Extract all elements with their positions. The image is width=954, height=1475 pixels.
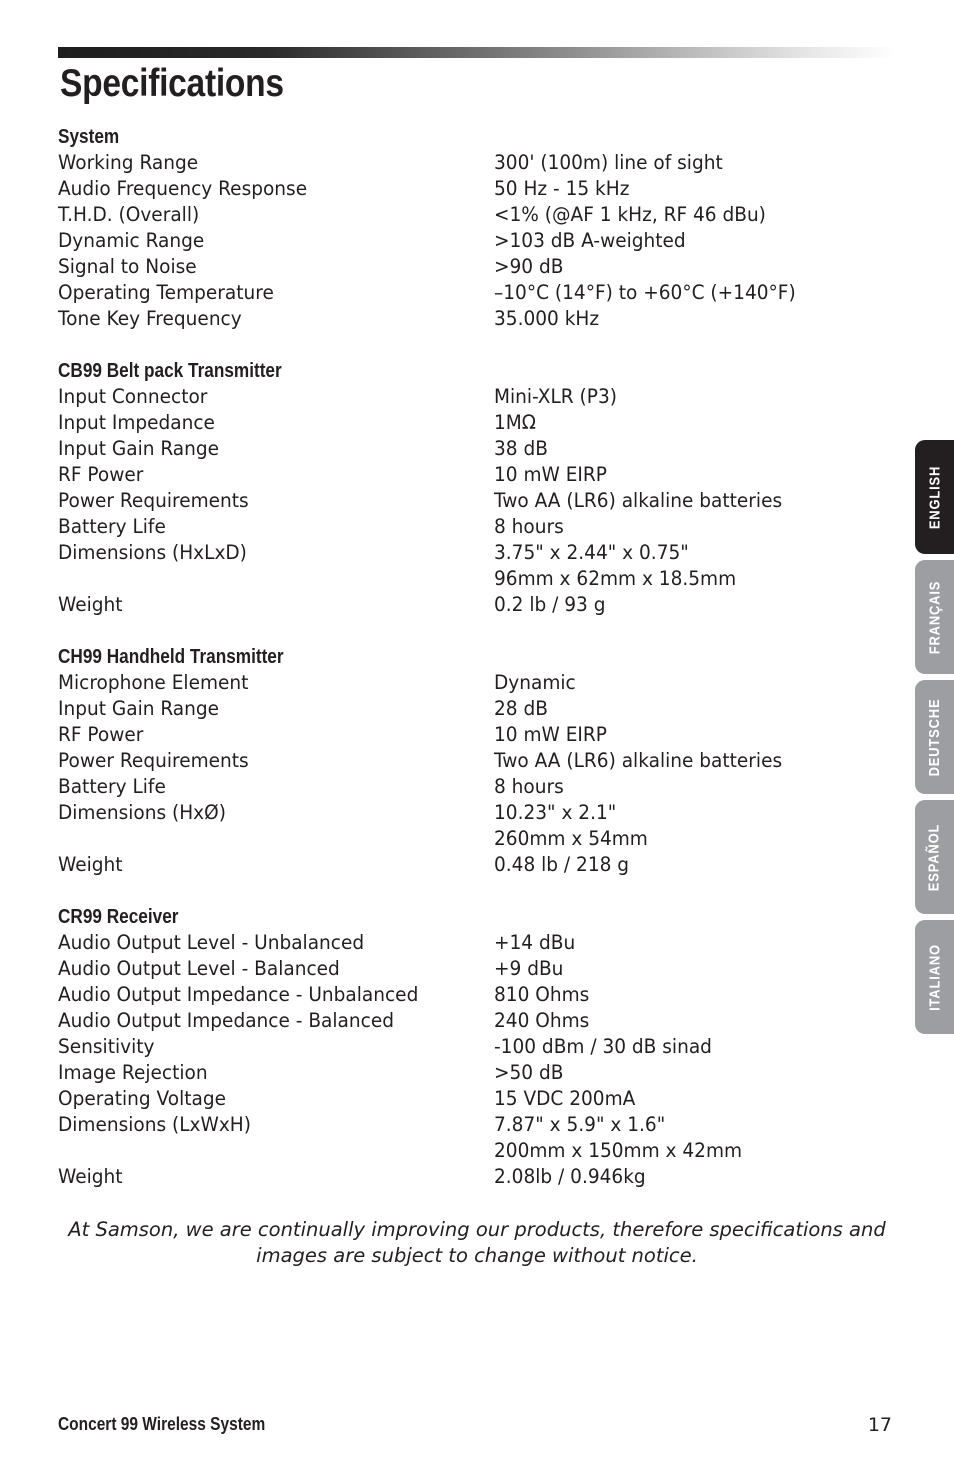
spec-value (494, 826, 858, 852)
spec-value-text: 240 Ohms (494, 1009, 590, 1032)
spec-label: Image Rejection (58, 1061, 208, 1084)
spec-value (494, 566, 858, 592)
spec-label: Audio Frequency Response (58, 177, 308, 200)
spec-value-text: +9 dBu (494, 957, 564, 980)
spec-row (58, 566, 858, 592)
spec-value-text: <1% (@AF 1 kHz, RF 46 dBu) (494, 203, 766, 226)
spec-label: Power Requirements (58, 489, 249, 512)
spec-label: Dimensions (HxØ) (58, 801, 226, 824)
spec-row (58, 1086, 858, 1112)
spec-label: Input Gain Range (58, 437, 220, 460)
spec-row (58, 696, 858, 722)
spec-value-text: 15 VDC 200mA (494, 1087, 636, 1110)
spec-row (58, 228, 858, 254)
spec-value-text: 50 Hz - 15 kHz (494, 177, 630, 200)
spec-value (494, 774, 858, 800)
spec-label: Input Gain Range (58, 697, 220, 720)
spec-label: Dimensions (LxWxH) (58, 1113, 251, 1136)
lang-tab-label: FRANÇAIS (926, 580, 943, 654)
lang-tab-english[interactable] (915, 440, 954, 554)
spec-value (494, 1060, 858, 1086)
spec-value-text: 300' (100m) line of sight (494, 151, 723, 174)
spec-row (58, 150, 858, 176)
spec-value-text: 3.75" x 2.44" x 0.75" (494, 541, 689, 564)
spec-value-text: 10 mW EIRP (494, 463, 607, 486)
spec-value (494, 384, 858, 410)
spec-value (494, 176, 858, 202)
spec-label: Battery Life (58, 775, 166, 798)
spec-label: Audio Output Impedance - Balanced (58, 1009, 394, 1032)
spec-value (494, 150, 858, 176)
spec-row (58, 722, 858, 748)
spec-label: Input Connector (58, 385, 208, 408)
spec-value-text: 8 hours (494, 515, 564, 538)
lang-tab-label: ENGLISH (926, 465, 943, 529)
spec-value (494, 748, 858, 774)
spec-label: Dimensions (HxLxD) (58, 541, 247, 564)
spec-value (494, 1034, 858, 1060)
spec-value (494, 1086, 858, 1112)
spec-row (58, 1164, 858, 1190)
lang-tab-label: ESPAÑOL (926, 823, 943, 891)
spec-value-text: 8 hours (494, 775, 564, 798)
spec-row (58, 670, 858, 696)
spec-value (494, 800, 858, 826)
spec-row (58, 306, 858, 332)
spec-value (494, 462, 858, 488)
spec-value (494, 696, 858, 722)
spec-row (58, 774, 858, 800)
spec-row (58, 1060, 858, 1086)
spec-row (58, 982, 858, 1008)
page-number: 17 (867, 1414, 892, 1436)
section-heading: System (58, 126, 120, 148)
section-spacer (58, 618, 858, 644)
spec-value (494, 930, 858, 956)
spec-row (58, 202, 858, 228)
spec-value (494, 410, 858, 436)
spec-value (494, 592, 858, 618)
spec-value-text: Dynamic (494, 671, 576, 694)
spec-label: T.H.D. (Overall) (58, 203, 200, 226)
spec-label (58, 566, 472, 592)
spec-value-text: +14 dBu (494, 931, 576, 954)
spec-row (58, 852, 858, 878)
spec-label: Input Impedance (58, 411, 215, 434)
spec-row (58, 930, 858, 956)
spec-label (58, 1138, 472, 1164)
section-heading: CR99 Receiver (58, 906, 179, 928)
spec-label: Weight (58, 853, 123, 876)
spec-value-text: 10 mW EIRP (494, 723, 607, 746)
lang-tab-label: DEUTSCHE (926, 698, 944, 776)
spec-label: Weight (58, 1165, 123, 1188)
spec-row (58, 462, 858, 488)
spec-value-text: 2.08lb / 0.946kg (494, 1165, 646, 1188)
spec-value-text: >50 dB (494, 1061, 564, 1084)
spec-value (494, 306, 858, 332)
page-title: Specifications (60, 62, 284, 105)
spec-label: Audio Output Impedance - Unbalanced (58, 983, 419, 1006)
spec-value-text: –10°C (14°F) to +60°C (+140°F) (494, 281, 796, 304)
section-spacer (58, 332, 858, 358)
spec-value-text: >90 dB (494, 255, 564, 278)
spec-row (58, 514, 858, 540)
spec-value (494, 1112, 858, 1138)
spec-value (494, 1008, 858, 1034)
spec-row (58, 1008, 858, 1034)
spec-value-text: >103 dB A-weighted (494, 229, 686, 252)
spec-row (58, 176, 858, 202)
spec-value (494, 982, 858, 1008)
spec-row (58, 488, 858, 514)
spec-value-text: 1MΩ (494, 411, 536, 434)
section-heading: CB99 Belt pack Transmitter (58, 360, 282, 382)
spec-value (494, 514, 858, 540)
spec-row (58, 384, 858, 410)
spec-row (58, 748, 858, 774)
specifications-list (58, 124, 858, 1190)
spec-value-text: 810 Ohms (494, 983, 590, 1006)
spec-value (494, 540, 858, 566)
spec-row (58, 436, 858, 462)
spec-row (58, 956, 858, 982)
footer-product-name: Concert 99 Wireless System (58, 1414, 266, 1434)
spec-label: Power Requirements (58, 749, 249, 772)
spec-value-text: 0.48 lb / 218 g (494, 853, 630, 876)
lang-tab-francais[interactable] (915, 560, 954, 674)
disclaimer-note: At Samson, we are continually improving our products, therefore specifications and images are subject to change without notice. (68, 1218, 886, 1267)
spec-value (494, 1164, 858, 1190)
spec-row (58, 280, 858, 306)
spec-value-text: Two AA (LR6) alkaline batteries (494, 749, 783, 772)
spec-label: Signal to Noise (58, 255, 197, 278)
spec-value (494, 228, 858, 254)
spec-label: Operating Voltage (58, 1087, 227, 1110)
spec-value-text: 28 dB (494, 697, 548, 720)
lang-tab-espanol[interactable] (915, 800, 954, 914)
section-heading: CH99 Handheld Transmitter (58, 646, 284, 668)
spec-value-text: 38 dB (494, 437, 548, 460)
section-spacer (58, 878, 858, 904)
spec-label: RF Power (58, 463, 144, 486)
lang-tab-deutsche[interactable] (915, 680, 954, 794)
spec-label: Operating Temperature (58, 281, 274, 304)
spec-value (494, 436, 858, 462)
spec-value (494, 956, 858, 982)
spec-value-text: 10.23" x 2.1" (494, 801, 617, 824)
spec-label: Audio Output Level - Unbalanced (58, 931, 365, 954)
spec-label: Tone Key Frequency (58, 307, 242, 330)
title-rule (58, 47, 896, 58)
spec-label: Battery Life (58, 515, 166, 538)
spec-value (494, 670, 858, 696)
spec-value-text: Two AA (LR6) alkaline batteries (494, 489, 783, 512)
spec-label: RF Power (58, 723, 144, 746)
spec-value-text: 0.2 lb / 93 g (494, 593, 606, 616)
spec-label: Microphone Element (58, 671, 249, 694)
spec-label: Dynamic Range (58, 229, 205, 252)
spec-value-text: 35.000 kHz (494, 307, 600, 330)
spec-row (58, 254, 858, 280)
lang-tab-italiano[interactable] (915, 920, 954, 1034)
spec-value-text: -100 dBm / 30 dB sinad (494, 1035, 712, 1058)
spec-row (58, 1112, 858, 1138)
spec-row (58, 1034, 858, 1060)
lang-tab-label: ITALIANO (926, 943, 943, 1011)
spec-value-text: Mini-XLR (P3) (494, 385, 617, 408)
spec-label: Weight (58, 593, 123, 616)
spec-row (58, 826, 858, 852)
spec-value (494, 488, 858, 514)
spec-label: Working Range (58, 151, 199, 174)
spec-row (58, 540, 858, 566)
spec-value (494, 280, 858, 306)
spec-row (58, 592, 858, 618)
spec-value (494, 722, 858, 748)
spec-value-text: 7.87" x 5.9" x 1.6" (494, 1113, 666, 1136)
spec-row (58, 1138, 858, 1164)
spec-row (58, 410, 858, 436)
spec-value (494, 254, 858, 280)
spec-value-text: 96mm x 62mm x 18.5mm (494, 567, 737, 590)
spec-value (494, 202, 858, 228)
spec-row (58, 800, 858, 826)
spec-value-text: 200mm x 150mm x 42mm (494, 1139, 743, 1162)
spec-label: Audio Output Level - Balanced (58, 957, 340, 980)
spec-value (494, 852, 858, 878)
spec-label: Sensitivity (58, 1035, 155, 1058)
spec-label (58, 826, 472, 852)
spec-value (494, 1138, 858, 1164)
spec-value-text: 260mm x 54mm (494, 827, 648, 850)
